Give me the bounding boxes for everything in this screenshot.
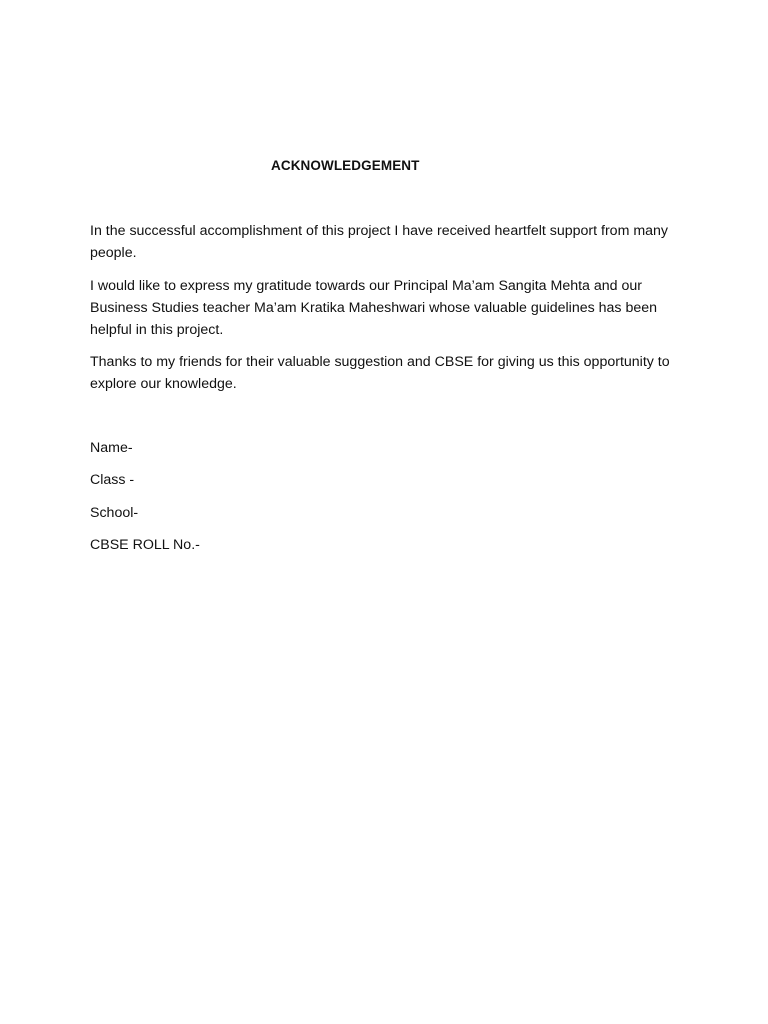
field-school: School- [90,505,139,521]
document-title: ACKNOWLEDGEMENT [271,158,420,173]
field-cbse-roll-no: CBSE ROLL No.- [90,537,200,553]
paragraph-thanks: Thanks to my friends for their valuable suggestion and CBSE for giving us this opportunity to explore our knowledge. [90,354,670,392]
field-name: Name- [90,440,133,456]
paragraph-gratitude: I would like to express my gratitude towards our Principal Ma’am Sangita Mehta and our Business Studies teacher Ma’am Kratika Maheshwari whose valuable guidelines has been helpful in this project. [90,278,658,338]
field-class: Class - [90,472,135,488]
paragraph-support: In the successful accomplishment of this project I have received heartfelt support from many people. [90,223,669,261]
